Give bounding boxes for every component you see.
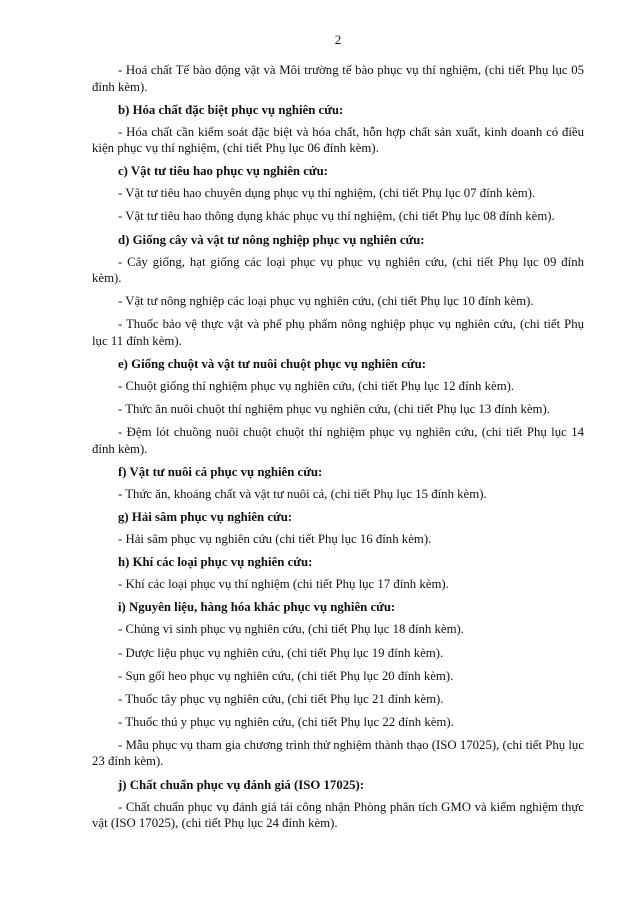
list-item-paragraph: - Khí các loại phục vụ thí nghiệm (chi tiết Phụ lục 17 đính kèm). [118, 577, 449, 592]
section-heading: g) Hải sâm phục vụ nghiên cứu: [118, 510, 293, 524]
list-item-paragraph: - Vật tư tiêu hao thông dụng khác phục vụ thí nghiệm, (chi tiết Phụ lục 08 đính kèm). [118, 209, 555, 224]
section-heading: e) Giống chuột và vật tư nuôi chuột phục vụ nghiên cứu: [118, 356, 426, 371]
section-heading: j) Chất chuẩn phục vụ đánh giá (ISO 17025): [118, 777, 365, 792]
section-heading: c) Vật tư tiêu hao phục vụ nghiên cứu: [118, 164, 328, 179]
section-heading: b) Hóa chất đặc biệt phục vụ nghiên cứu: [118, 102, 344, 117]
list-item-paragraph: - Thức ăn nuôi chuột thí nghiệm phục vụ nghiên cứu, (chi tiết Phụ lục 13 đính kèm). [118, 402, 550, 417]
list-item-paragraph: - Thuốc tây phục vụ nghiên cứu, (chi tiết Phụ lục 21 đính kèm). [118, 691, 444, 706]
list-item-paragraph: - Cây giống, hạt giống các loại phục vụ phục vụ nghiên cứu, (chi tiết Phụ lục 09 đính kèm). [92, 254, 584, 286]
list-item-paragraph: - Vật tư tiêu hao chuyên dụng phục vụ thí nghiệm, (chi tiết Phụ lục 07 đính kèm). [118, 186, 536, 201]
list-item-paragraph: - Chuột giống thí nghiệm phục vụ nghiên cứu, (chi tiết Phụ lục 12 đính kèm). [118, 379, 515, 394]
list-item-paragraph: - Chủng vi sinh phục vụ nghiên cứu, (chi tiết Phụ lục 18 đính kèm). [118, 622, 465, 637]
list-item-paragraph: - Mẫu phục vụ tham gia chương trình thử nghiệm thành thạo (ISO 17025), (chi tiết Phụ lục 23 đính kèm). [92, 737, 584, 769]
list-item-paragraph: - Chất chuẩn phục vụ đánh giá tái công nhận Phòng phân tích GMO và kiểm nghiệm thực vật (ISO 17025), (chi tiết Phụ lục 24 đính kèm). [92, 799, 584, 831]
list-item-paragraph: - Hải sâm phục vụ nghiên cứu (chi tiết Phụ lục 16 đính kèm). [118, 532, 432, 547]
list-item-paragraph: - Thuốc thú y phục vụ nghiên cứu, (chi tiết Phụ lục 22 đính kèm). [118, 714, 454, 729]
section-heading: h) Khí các loại phục vụ nghiên cứu: [118, 555, 313, 570]
list-item-paragraph: - Dược liệu phục vụ nghiên cứu, (chi tiết Phụ lục 19 đính kèm). [118, 645, 444, 660]
list-item-paragraph: - Sụn gối heo phục vụ nghiên cứu, (chi tiết Phụ lục 20 đính kèm). [118, 668, 454, 683]
list-item-paragraph: - Vật tư nông nghiệp các loại phục vụ nghiên cứu, (chi tiết Phụ lục 10 đính kèm). [118, 294, 534, 309]
document-body [92, 62, 584, 832]
section-heading: d) Giống cây và vật tư nông nghiệp phục vụ nghiên cứu: [118, 232, 425, 247]
list-item-paragraph: - Hoá chất Tế bào động vật và Môi trường tế bào phục vụ thí nghiệm, (chi tiết Phụ lục 05 đính kèm). [92, 63, 584, 94]
section-heading: i) Nguyên liệu, hàng hóa khác phục vụ nghiên cứu: [118, 600, 396, 615]
list-item-paragraph: - Thuốc bảo vệ thực vật và phế phụ phẩm nông nghiệp phục vụ nghiên cứu, (chi tiết Phụ lục 11 đính kèm). [92, 317, 584, 348]
list-item-paragraph: - Hóa chất cần kiểm soát đặc biệt và hóa chất, hỗn hợp chất sản xuất, kinh doanh có điều kiện phục vụ thí nghiệm, (chi tiết Phụ lục 06 đính kèm). [92, 124, 584, 156]
list-item-paragraph: - Thức ăn, khoáng chất và vật tư nuôi cá, (chi tiết Phụ lục 15 đính kèm). [118, 486, 487, 501]
page-number: 2 [334, 32, 342, 47]
section-heading: f) Vật tư nuôi cá phục vụ nghiên cứu: [118, 464, 323, 479]
list-item-paragraph: - Đệm lót chuồng nuôi chuột chuột thí nghiệm phục vụ nghiên cứu, (chi tiết Phụ lục 14 đính kèm). [92, 425, 584, 456]
